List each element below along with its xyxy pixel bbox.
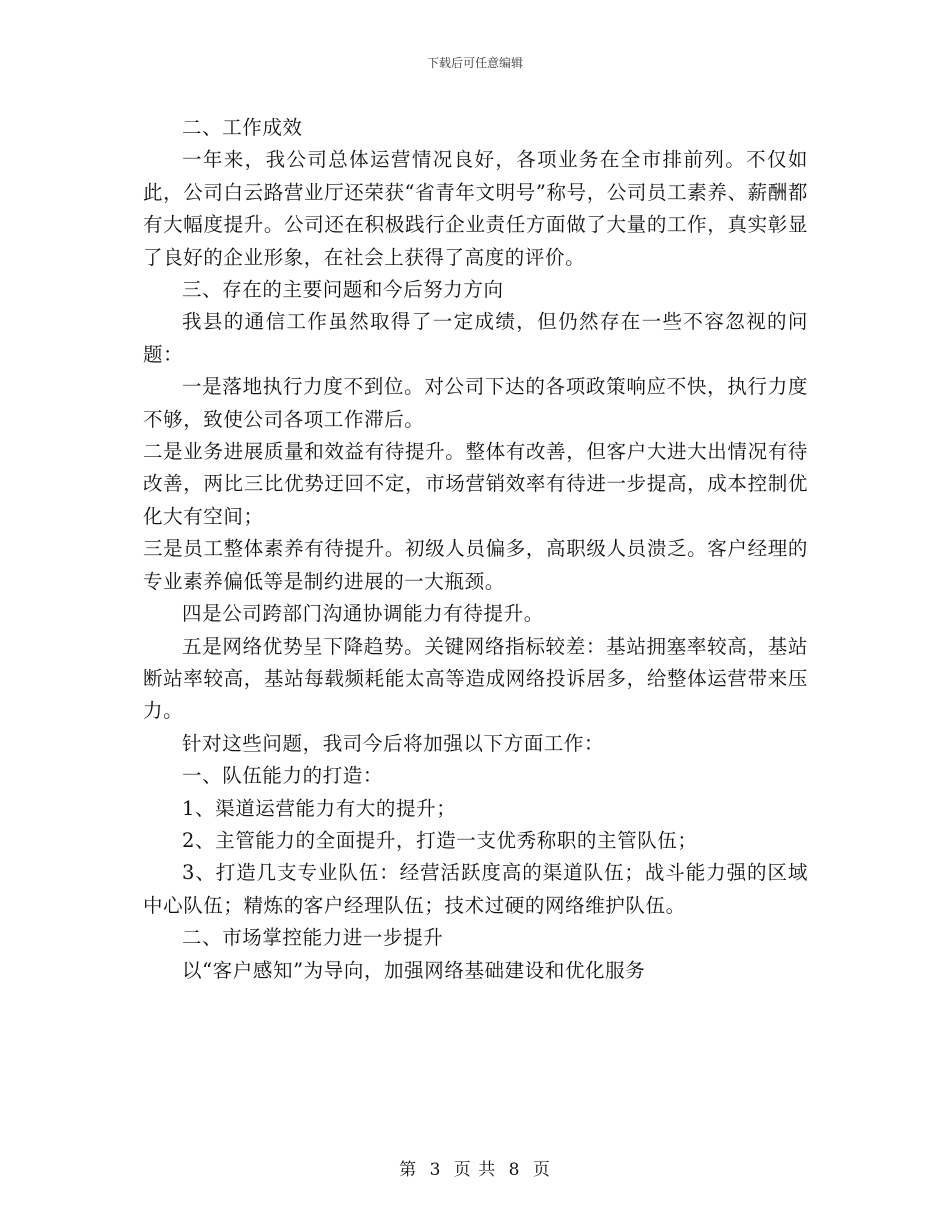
paragraph: 2、主管能力的全面提升，打造一支优秀称职的主管队伍；: [182, 828, 698, 852]
paragraph: 四是公司跨部门沟通协调能力有待提升。: [182, 602, 544, 626]
document-body: [143, 112, 808, 987]
total-page-count: 8: [508, 1160, 521, 1180]
paragraph: 三是员工整体素养有待提升。初级人员偏多，高职级人员溃乏。客户经理的专业素养偏低等是制约进展的一大瓶颈。: [143, 537, 808, 593]
page-number-footer: [0, 1155, 950, 1180]
current-page-number: 3: [429, 1160, 442, 1180]
paragraph: 我县的通信工作虽然取得了一定成绩，但仍然存在一些不容忽视的问题：: [143, 310, 808, 366]
paragraph: 二、工作成效: [182, 116, 303, 139]
paragraph: 一年来，我公司总体运营情况良好，各项业务在全市排前列。不仅如此，公司白云路营业厅还荣获“省青年文明号”称号，公司员工素养、薪酬都有大幅度提升。公司还在积极践行企业责任方面做了大量的工作，真实彰显了良好的企业形象，在社会上获得了高度的评价。: [143, 148, 808, 269]
paragraph: 3、打造几支专业队伍：经营活跃度高的渠道队伍；战斗能力强的区域中心队伍；精炼的客户经理队伍；技术过硬的网络维护队伍。: [143, 861, 808, 917]
page-header-note: 下载后可任意编辑: [426, 56, 523, 70]
paragraph: 一是落地执行力度不到位。对公司下达的各项政策响应不快，执行力度不够，致使公司各项工作滞后。: [143, 375, 808, 431]
paragraph: 三、存在的主要问题和今后努力方向: [182, 278, 504, 302]
page-footer-suffix: 页: [532, 1160, 551, 1180]
page-footer-middle: 页 共: [453, 1160, 497, 1180]
paragraph: 一、队伍能力的打造：: [182, 764, 384, 788]
paragraph: 二是业务进展质量和效益有待提升。整体有改善，但客户大进大出情况有待改善，两比三比优势迂回不定，市场营销效率有待进一步提高，成本控制优化大有空间；: [143, 440, 808, 528]
paragraph: 二、市场掌控能力进一步提升: [182, 926, 444, 950]
paragraph: 针对这些问题，我司今后将加强以下方面工作：: [182, 731, 605, 755]
page-footer-prefix: 第: [399, 1160, 418, 1180]
paragraph: 1、渠道运营能力有大的提升；: [182, 796, 457, 820]
paragraph: 以“客户感知”为导向，加强网络基础建设和优化服务: [182, 958, 646, 982]
paragraph: 五是网络优势呈下降趋势。关键网络指标较差：基站拥塞率较高，基站断站率较高，基站每载频耗能太高等造成网络投诉居多，给整体运营带来压力。: [143, 634, 808, 723]
